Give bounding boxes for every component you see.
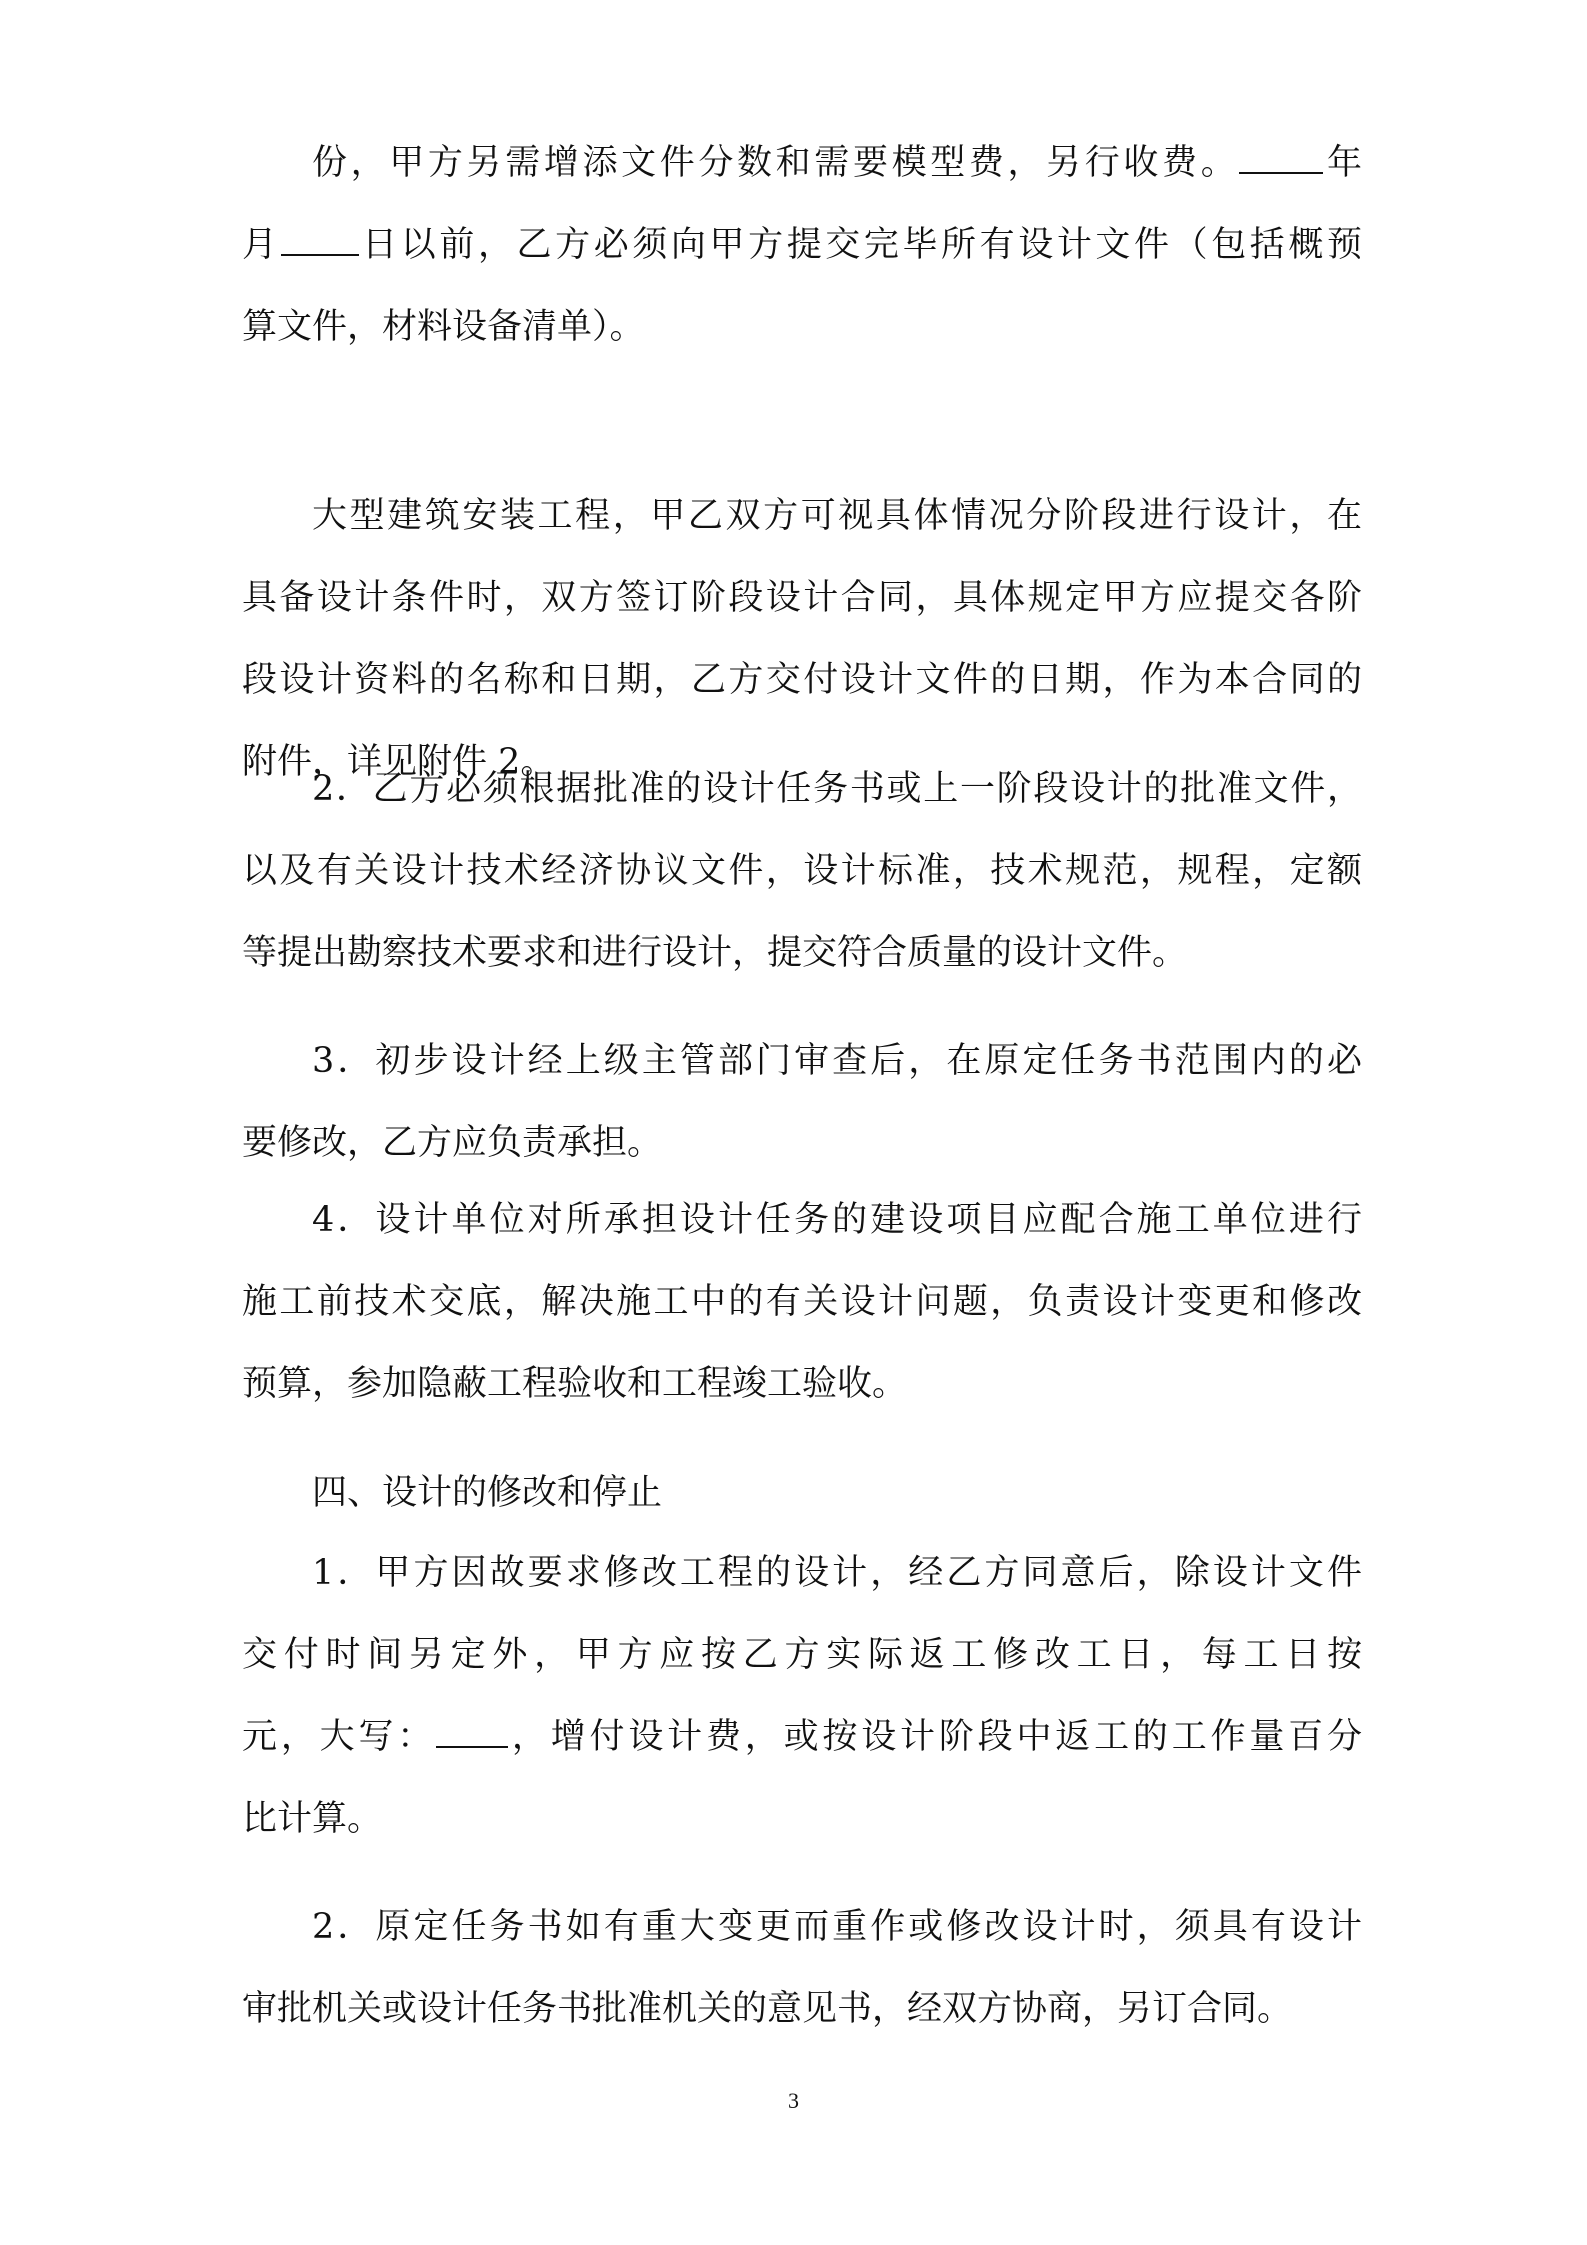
paragraph bbox=[242, 1020, 1362, 1184]
paragraph bbox=[242, 748, 1362, 994]
text-line: 等提出勘察技术要求和进行设计，提交符合质量的设计文件。 bbox=[242, 933, 1188, 973]
text-line: 段设计资料的名称和日期，乙方交付设计文件的日期，作为本合同的 bbox=[242, 660, 1362, 700]
fill-in-blank[interactable] bbox=[1239, 142, 1323, 174]
text-line: 附件，详见附件 2。 bbox=[242, 742, 556, 782]
text-line: 以及有关设计技术经济协议文件，设计标准，技术规范，规程，定额 bbox=[242, 851, 1362, 891]
paragraph bbox=[242, 122, 1362, 368]
text-line: 2．原定任务书如有重大变更而重作或修改设计时，须具有设计 bbox=[312, 1907, 1362, 1947]
fill-in-blank[interactable] bbox=[281, 224, 359, 256]
text-line: 元，大写： ，增付设计费，或按设计阶段中返工的工作量百分 bbox=[242, 1717, 1362, 1757]
text-line: 算文件，材料设备清单）。 bbox=[242, 307, 645, 347]
text-line: 大型建筑安装工程，甲乙双方可视具体情况分阶段进行设计，在 bbox=[312, 496, 1362, 536]
text-line: 月 日以前，乙方必须向甲方提交完毕所有设计文件（包括概预 bbox=[242, 225, 1362, 265]
text-line: 2．乙方必须根据批准的设计任务书或上一阶段设计的批准文件， bbox=[312, 769, 1362, 809]
text-line: 审批机关或设计任务书批准机关的意见书，经双方协商，另订合同。 bbox=[242, 1989, 1293, 2029]
text-line: 预算，参加隐蔽工程验收和工程竣工验收。 bbox=[242, 1364, 908, 1404]
text-line: 施工前技术交底，解决施工中的有关设计问题，负责设计变更和修改 bbox=[242, 1282, 1362, 1322]
text-line: 具备设计条件时，双方签订阶段设计合同，具体规定甲方应提交各阶 bbox=[242, 578, 1362, 618]
text-line: 交付时间另定外，甲方应按乙方实际返工修改工日，每工日按 bbox=[242, 1635, 1362, 1675]
text-line: 四、设计的修改和停止 bbox=[312, 1473, 663, 1513]
text-line: 4．设计单位对所承担设计任务的建设项目应配合施工单位进行 bbox=[312, 1200, 1362, 1240]
paragraph bbox=[242, 1886, 1362, 2050]
text-line: 比计算。 bbox=[242, 1799, 383, 1839]
page-number: 3 bbox=[788, 2088, 799, 2113]
text-line: 1．甲方因故要求修改工程的设计，经乙方同意后，除设计文件 bbox=[312, 1553, 1362, 1593]
paragraph bbox=[242, 1452, 1362, 1534]
text-line: 份，甲方另需增添文件分数和需要模型费，另行收费。 年 bbox=[312, 143, 1362, 183]
text-line: 3．初步设计经上级主管部门审查后，在原定任务书范围内的必 bbox=[312, 1041, 1362, 1081]
paragraph bbox=[242, 1532, 1362, 1860]
text-line: 要修改，乙方应负责承担。 bbox=[242, 1123, 663, 1163]
paragraph bbox=[242, 1179, 1362, 1425]
fill-in-blank[interactable] bbox=[436, 1716, 508, 1748]
